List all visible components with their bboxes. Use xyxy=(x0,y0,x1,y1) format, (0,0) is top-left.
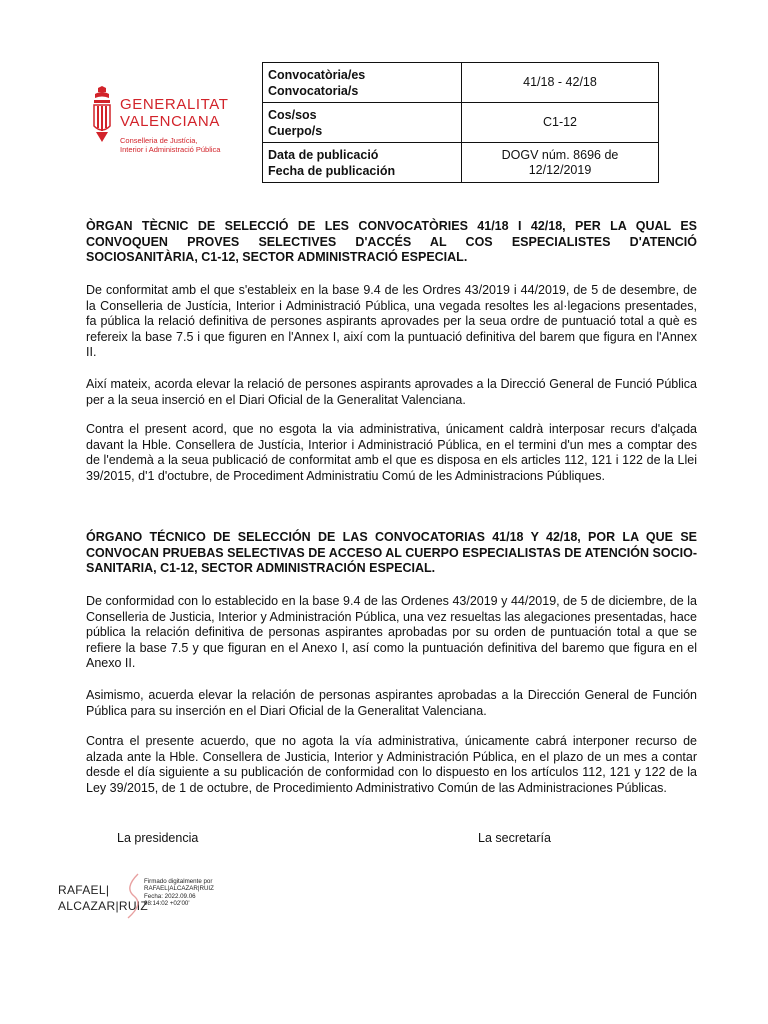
logo-name xyxy=(120,96,229,130)
valencian-paragraph-1: De conformitat amb el que s'estableix en la base 9.4 de les Ordres 43/2019 i 44/2019, de 5 de desembre, de la Conselleria de Justícia, Interior i Administració Pública, una vegada resoltes les al·legacions presentades, fa pública la relació definitiva de persones aspirants aprovades per la seua ordre de puntuació total a què es refereix la base 7.5 i que figuren en l'Annex I, així com la puntuació definitiva del barem que figura en l'Annex II. xyxy=(86,283,697,359)
logo-dept-line1: Conselleria de Justícia, xyxy=(120,136,198,145)
table-label-cell xyxy=(263,103,462,143)
table-label-cell xyxy=(263,63,462,103)
table-value-cell: 41/18 - 42/18 xyxy=(462,63,659,103)
spanish-heading: ÓRGANO TÉCNICO DE SELECCIÓN DE LAS CONVOCATORIAS 41/18 Y 42/18, POR LA QUE SE CONVOCAN PRUEBAS SELECTIVAS DE ACCESO AL CUERPO ESPECIALISTAS DE ATENCIÓN SOCIO-SANITARIA, C1-12, SECTOR ADMINISTRACIÓN ESPECIAL. xyxy=(86,530,697,575)
table-row xyxy=(263,143,659,183)
signer-name-line2: ALCAZAR|RUIZ xyxy=(58,899,149,913)
signature-detail-line2: RAFAEL|ALCAZAR|RUIZ xyxy=(144,885,214,893)
label-valencian: Cos/sos xyxy=(268,107,317,122)
logo-name-line2: VALENCIANA xyxy=(120,113,220,130)
valencian-paragraph-2: Així mateix, acorda elevar la relació de persones aspirants aprovades a la Direcció General de Funció Pública per a la seua inserció en el Diari Oficial de la Generalitat Valenciana. xyxy=(86,377,697,407)
spanish-paragraph-3: Contra el presente acuerdo, que no agota la vía administrativa, únicamente cabrá interponer recurso de alzada ante la Hble. Consellera de Justicia, Interior y Administración Pública, en el plazo de un mes a contar desde el día siguiente a su publicación de conformidad con lo dispuesto en los artículos 112, 121 y 122 de la Ley 39/2015, de 1 de octubre, de Procedimiento Administrativo Común de las Administraciones Públicas. xyxy=(86,734,697,795)
logo-dept-line2: Interior i Administració Pública xyxy=(120,145,221,154)
table-row xyxy=(263,63,659,103)
generalitat-emblem-icon xyxy=(90,86,114,144)
label-spanish: Cuerpo/s xyxy=(268,123,323,138)
generalitat-logo xyxy=(90,86,250,158)
signature-secretaria: La secretaría xyxy=(478,831,551,845)
convocatoria-info-table xyxy=(262,62,659,183)
spanish-paragraph-2: Asimismo, acuerda elevar la relación de personas aspirantes aprobadas a la Dirección General de Función Pública para su inserción en el Diari Oficial de la Generalitat Valenciana. xyxy=(86,688,697,718)
digital-signature-stamp xyxy=(58,872,258,922)
signature-mark-icon xyxy=(120,872,146,920)
spanish-paragraph-1: De conformidad con lo establecido en la base 9.4 de las Ordenes 43/2019 y 44/2019, de 5 de diciembre, de la Conselleria de Justicia, Interior y Administración Pública, una vez resueltas las alegaciones presentadas, hace pública la relación definitiva de personas aspirantes aprobadas por su orden de puntuación total a que se refiere la base 7.5 y que figuran en el Anexo I, así como la puntuación definitiva del baremo que figura en el Anexo II. xyxy=(86,594,697,670)
signature-presidencia: La presidencia xyxy=(117,831,199,845)
signature-detail-line4: 08:14:02 +02'00' xyxy=(144,899,190,907)
signer-name-line1: RAFAEL| xyxy=(58,883,110,897)
label-valencian: Data de publicació xyxy=(268,147,379,162)
logo-name-line1: GENERALITAT xyxy=(120,96,229,113)
signature-detail-line1: Firmado digitalmente por xyxy=(144,878,213,885)
value-line2: 12/12/2019 xyxy=(528,162,592,177)
table-row xyxy=(263,103,659,143)
value-line1: DOGV núm. 8696 de xyxy=(501,147,619,162)
logo-department xyxy=(120,136,220,154)
table-value-cell: C1-12 xyxy=(462,103,659,143)
valencian-heading: ÒRGAN TÈCNIC DE SELECCIÓ DE LES CONVOCATÒRIES 41/18 I 42/18, PER LA QUAL ES CONVOQUEN PROVES SELECTIVES D'ACCÉS AL COS ESPECIALISTES D'ATENCIÓ SOCIOSANITÀRIA, C1-12, SECTOR ADMINISTRACIÓ ESPECIAL. xyxy=(86,219,697,264)
valencian-paragraph-3: Contra el present acord, que no esgota la via administrativa, únicament caldrà interposar recurs d'alçada davant la Hble. Consellera de Justícia, Interior i Administració Pública, en el termini d'un mes a comptar des de l'endemà a la seua publicació de conformitat amb el que es disposa en els articles 112, 121 i 122 de la Llei 39/2015, d'1 d'octubre, de Procediment Administratiu Comú de les Administracions Públiques. xyxy=(86,422,697,483)
table-value-cell xyxy=(462,143,659,183)
signature-detail-line3: Fecha: 2022.09.06 xyxy=(144,892,196,900)
label-valencian: Convocatòria/es xyxy=(268,67,366,82)
table-label-cell xyxy=(263,143,462,183)
label-spanish: Convocatoria/s xyxy=(268,83,359,98)
label-spanish: Fecha de publicación xyxy=(268,163,396,178)
signature-details xyxy=(144,878,214,907)
